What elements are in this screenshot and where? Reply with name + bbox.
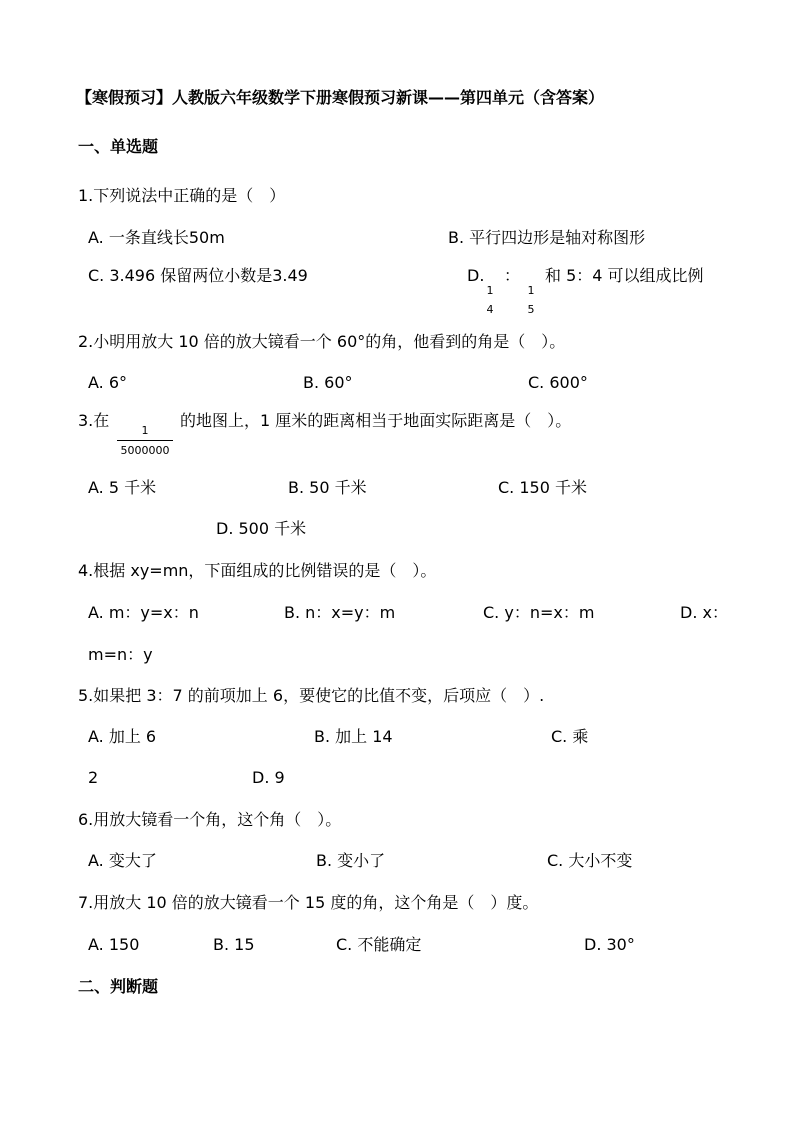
question-6-option-a: A. 变大了 — [88, 851, 157, 870]
question-5-stem: 5.如果把 3：7 的前项加上 6，要使它的比值不变，后项应（ ）. — [78, 686, 545, 705]
question-7-option-d: D. 30° — [584, 935, 635, 954]
question-2-stem: 2.小明用放大 10 倍的放大镜看一个 60°的角，他看到的角是（ ）。 — [78, 332, 566, 351]
question-4-option-d-line-2: m=n：y — [88, 645, 153, 664]
question-4-option-d-line-1: D. x： — [680, 603, 728, 622]
question-3-option-b: B. 50 千米 — [288, 478, 367, 497]
question-1-option-d-colon: ： — [504, 266, 521, 285]
question-1-fraction-1-numerator: 1 — [486, 284, 494, 297]
section-heading-single-choice: 一、单选题 — [78, 137, 159, 156]
question-2-option-b: B. 60° — [303, 373, 353, 392]
question-3-option-c: C. 150 千米 — [498, 478, 587, 497]
question-7-stem: 7.用放大 10 倍的放大镜看一个 15 度的角，这个角是（ ）度。 — [78, 893, 539, 912]
section-heading-true-false: 二、判断题 — [78, 977, 159, 996]
document-title: 【寒假预习】人教版六年级数学下册寒假预习新课——第四单元（含答案） — [76, 88, 605, 107]
question-3-option-d: D. 500 千米 — [216, 519, 307, 538]
question-6-stem: 6.用放大镜看一个角，这个角（ ）。 — [78, 810, 342, 829]
question-2-option-a: A. 6° — [88, 373, 128, 392]
question-3-option-a: A. 5 千米 — [88, 478, 157, 497]
question-3-stem-prefix: 3.在 — [78, 411, 110, 430]
question-7-option-a: A. 150 — [88, 935, 140, 954]
question-1-stem: 1.下列说法中正确的是（ ） — [78, 186, 286, 205]
question-1-option-b: B. 平行四边形是轴对称图形 — [448, 228, 646, 247]
question-3-stem-suffix: 的地图上，1 厘米的距离相当于地面实际距离是（ ）。 — [180, 411, 572, 430]
question-5-option-c-line-2: 2 — [88, 768, 99, 787]
question-3-scale-denominator: 5000000 — [120, 444, 170, 457]
question-4-option-b: B. n：x=y：m — [284, 603, 396, 622]
question-1-fraction-2-denominator: 5 — [527, 303, 535, 316]
question-7-option-b: B. 15 — [213, 935, 255, 954]
question-1-option-d-text: 和 5：4 可以组成比例 — [545, 266, 704, 285]
question-1-fraction-1-denominator: 4 — [486, 303, 494, 316]
question-5-option-c-line-1: C. 乘 — [551, 727, 589, 746]
question-4-option-a: A. m：y=x：n — [88, 603, 199, 622]
question-2-option-c: C. 600° — [528, 373, 588, 392]
question-5-option-d: D. 9 — [252, 768, 285, 787]
question-1-option-c: C. 3.496 保留两位小数是3.49 — [88, 266, 308, 285]
question-6-option-b: B. 变小了 — [316, 851, 386, 870]
question-5-option-b: B. 加上 14 — [314, 727, 393, 746]
question-3-scale-numerator: 1 — [141, 424, 149, 437]
question-1-fraction-2-numerator: 1 — [527, 284, 535, 297]
question-4-stem: 4.根据 xy=mn，下面组成的比例错误的是（ ）。 — [78, 561, 437, 580]
question-4-option-c: C. y：n=x：m — [483, 603, 595, 622]
question-1-option-d-label: D. — [467, 266, 485, 285]
question-5-option-a: A. 加上 6 — [88, 727, 157, 746]
question-3-fraction-bar — [117, 440, 173, 441]
question-6-option-c: C. 大小不变 — [547, 851, 633, 870]
question-7-option-c: C. 不能确定 — [336, 935, 422, 954]
question-1-option-a: A. 一条直线长50m — [88, 228, 225, 247]
